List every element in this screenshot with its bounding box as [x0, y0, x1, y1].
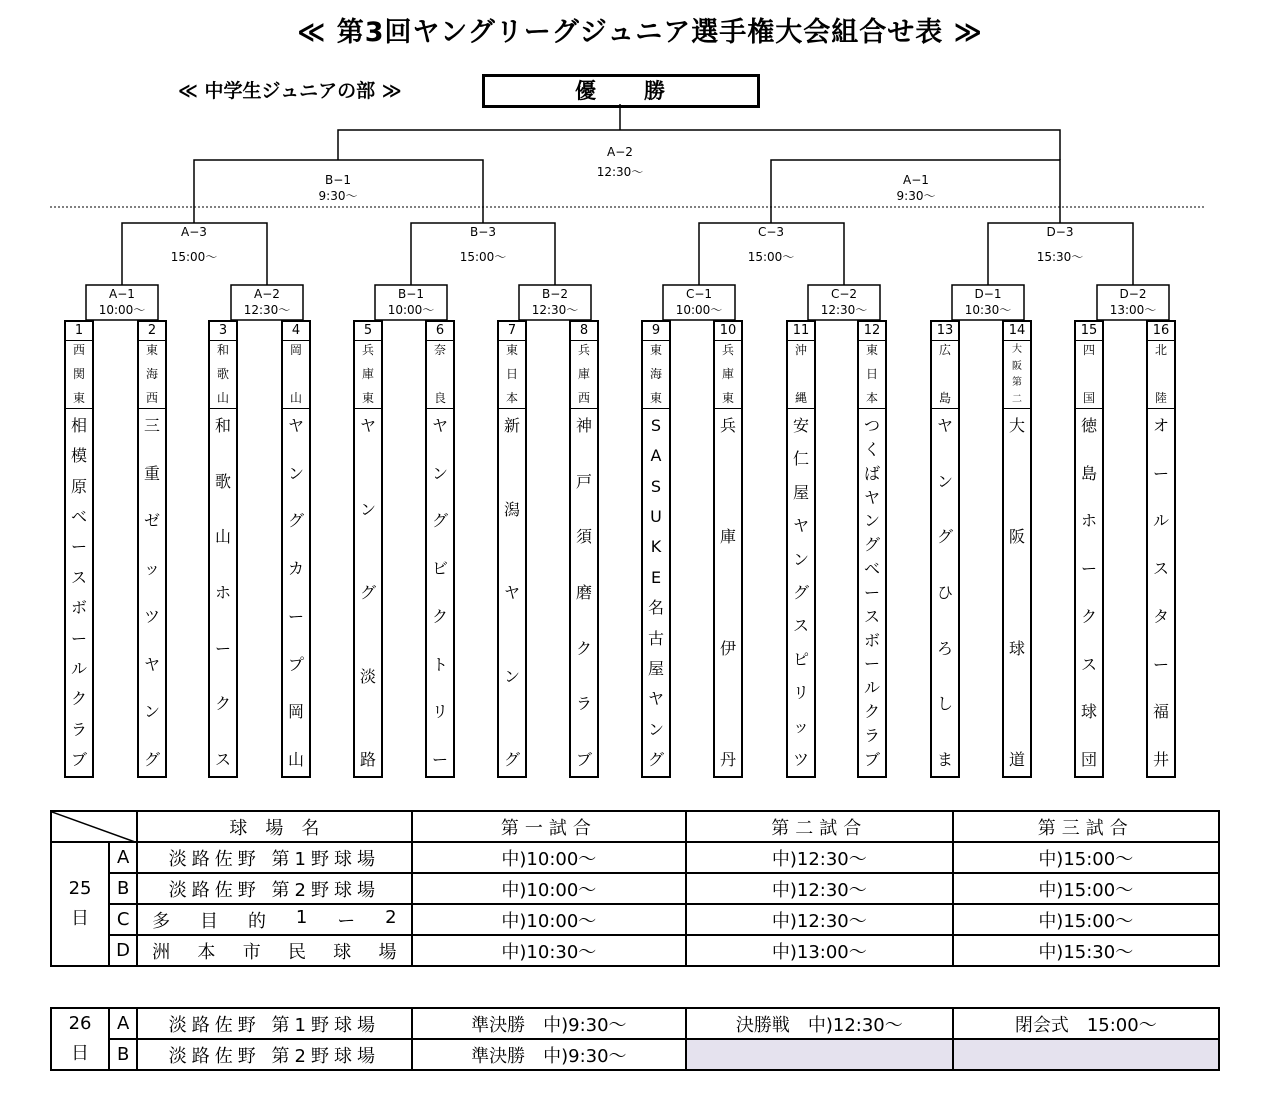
corner-cell — [51, 811, 137, 842]
team-region: 和 歌 山 — [210, 341, 236, 409]
schedule-row — [51, 1039, 1219, 1070]
team-5 — [353, 320, 383, 778]
team-4 — [281, 320, 311, 778]
r1-2-time: 12:30〜 — [243, 303, 291, 317]
team-3 — [208, 320, 238, 778]
game1-time: 中)10:00〜 — [412, 904, 686, 935]
q2-code: B−3 — [470, 225, 496, 239]
team-region: 東 日 本 — [499, 341, 525, 409]
r1-4-time: 12:30〜 — [531, 303, 579, 317]
team-region: 兵 庫 東 — [355, 341, 381, 409]
team-15 — [1074, 320, 1104, 778]
r1-6-code: C−2 — [830, 287, 858, 301]
game2-time — [686, 1039, 952, 1070]
team-number: 7 — [499, 322, 525, 341]
q2-time: 15:00〜 — [459, 250, 507, 264]
r1-5-time: 10:00〜 — [675, 303, 723, 317]
team-number: 4 — [283, 322, 309, 341]
venue-name: 洲 本 市 民 球 場 — [137, 935, 411, 966]
r1-7-code: D−1 — [974, 287, 1002, 301]
schedule-row — [51, 1008, 1219, 1039]
team-9 — [641, 320, 671, 778]
final-time: 12:30〜 — [596, 165, 644, 179]
team-16 — [1146, 320, 1176, 778]
team-6 — [425, 320, 455, 778]
game1-time: 準決勝 中)9:30〜 — [412, 1039, 686, 1070]
day-label: 26 日 — [51, 1008, 109, 1070]
semi-left-code: B−1 — [325, 173, 351, 187]
venue-code: B — [109, 1039, 137, 1070]
team-region: 西 関 東 — [66, 341, 92, 409]
team-name: 兵 庫 伊 丹 — [719, 416, 736, 769]
semi-right-code: A−1 — [903, 173, 929, 187]
team-name: ヤ ン グ ビ ク ト リ ー — [431, 416, 448, 769]
schedule-row — [51, 935, 1219, 966]
game3-time — [953, 1039, 1219, 1070]
schedule-table-day25 — [50, 810, 1220, 967]
team-8 — [569, 320, 599, 778]
team-name: ヤ ン グ カ ー プ 岡 山 — [287, 416, 304, 769]
r1-1-code: A−1 — [109, 287, 135, 301]
team-13 — [930, 320, 960, 778]
semi-left-time: 9:30〜 — [318, 189, 358, 203]
team-region: 広 島 — [932, 341, 958, 409]
q3-time: 15:00〜 — [747, 250, 795, 264]
q1-code: A−3 — [181, 225, 207, 239]
r1-1-time: 10:00〜 — [98, 303, 146, 317]
r1-3-code: B−1 — [398, 287, 424, 301]
venue-code: D — [109, 935, 137, 966]
venue-name: 淡路佐野 第1野球場 — [137, 842, 411, 873]
venue-name: 多 目 的 1 ー 2 — [137, 904, 411, 935]
team-name: 神 戸 須 磨 ク ラ ブ — [575, 416, 592, 769]
team-name: 和 歌 山 ホ ー ク ス — [214, 416, 231, 769]
team-name: オ ー ル ス タ ー 福 井 — [1152, 416, 1169, 769]
game1-time: 準決勝 中)9:30〜 — [412, 1008, 686, 1039]
venue-code: A — [109, 1008, 137, 1039]
game3-time: 閉会式 15:00〜 — [953, 1008, 1219, 1039]
game3-time: 中)15:00〜 — [953, 904, 1219, 935]
r1-6-time: 12:30〜 — [820, 303, 868, 317]
game1-time: 中)10:30〜 — [412, 935, 686, 966]
team-name: 新 潟 ヤ ン グ — [503, 416, 520, 769]
q4-time: 15:30〜 — [1036, 250, 1084, 264]
team-2 — [137, 320, 167, 778]
team-name: ヤ ン グ 淡 路 — [359, 416, 376, 769]
team-number: 8 — [571, 322, 597, 341]
r1-8-code: D−2 — [1119, 287, 1147, 301]
venue-code: C — [109, 904, 137, 935]
team-number: 13 — [932, 322, 958, 341]
team-7 — [497, 320, 527, 778]
team-name: つ く ば ヤ ン グ ベ ー ス ボ ー ル ク ラ ブ — [863, 416, 880, 769]
team-number: 1 — [66, 322, 92, 341]
venue-code: A — [109, 842, 137, 873]
header-game1: 第一試合 — [412, 811, 686, 842]
game2-time: 決勝戦 中)12:30〜 — [686, 1008, 952, 1039]
r1-4-code: B−2 — [542, 287, 568, 301]
team-number: 14 — [1004, 322, 1030, 341]
venue-name: 淡路佐野 第1野球場 — [137, 1008, 411, 1039]
team-name: 相 模 原 ベ ー ス ボ ー ル ク ラ ブ — [70, 416, 87, 769]
r1-5-code: C−1 — [685, 287, 713, 301]
champion-box: 優 勝 — [482, 74, 760, 108]
game2-time: 中)12:30〜 — [686, 873, 952, 904]
team-12 — [857, 320, 887, 778]
schedule-row — [51, 873, 1219, 904]
r1-7-time: 10:30〜 — [964, 303, 1012, 317]
game2-time: 中)12:30〜 — [686, 904, 952, 935]
day-label: 25 日 — [51, 842, 109, 966]
team-region: 東 海 西 — [139, 341, 165, 409]
schedule-row — [51, 842, 1219, 873]
q1-time: 15:00〜 — [170, 250, 218, 264]
header-venue: 球 場 名 — [137, 811, 411, 842]
team-region: 兵 庫 西 — [571, 341, 597, 409]
team-region: 沖 縄 — [788, 341, 814, 409]
team-number: 3 — [210, 322, 236, 341]
page-title: ≪ 第3回ヤングリーグジュニア選手権大会組合せ表 ≫ — [297, 17, 983, 48]
team-number: 15 — [1076, 322, 1102, 341]
venue-code: B — [109, 873, 137, 904]
header-game2: 第二試合 — [686, 811, 952, 842]
final-code: A−2 — [607, 145, 633, 159]
team-number: 6 — [427, 322, 453, 341]
q4-code: D−3 — [1046, 225, 1074, 239]
team-name: ヤ ン グ ひ ろ し ま — [936, 416, 953, 769]
r1-8-time: 13:00〜 — [1109, 303, 1157, 317]
team-region: 奈 良 — [427, 341, 453, 409]
team-region: 大 阪 第 二 — [1004, 341, 1030, 409]
game1-time: 中)10:00〜 — [412, 873, 686, 904]
team-region: 岡 山 — [283, 341, 309, 409]
venue-name: 淡路佐野 第2野球場 — [137, 873, 411, 904]
game1-time: 中)10:00〜 — [412, 842, 686, 873]
team-number: 12 — [859, 322, 885, 341]
schedule-row — [51, 904, 1219, 935]
team-number: 16 — [1148, 322, 1174, 341]
team-number: 5 — [355, 322, 381, 341]
team-region: 兵 庫 東 — [715, 341, 741, 409]
team-name: 大 阪 球 道 — [1008, 416, 1025, 769]
team-region: 四 国 — [1076, 341, 1102, 409]
header-game3: 第三試合 — [953, 811, 1219, 842]
team-name: S A S U K E 名 古 屋 ヤ ン グ — [647, 416, 664, 769]
game2-time: 中)12:30〜 — [686, 842, 952, 873]
team-region: 北 陸 — [1148, 341, 1174, 409]
division-label: ≪ 中学生ジュニアの部 ≫ — [178, 80, 402, 102]
team-number: 9 — [643, 322, 669, 341]
team-number: 11 — [788, 322, 814, 341]
team-name: 三 重 ゼ ッ ツ ヤ ン グ — [143, 416, 160, 769]
team-number: 2 — [139, 322, 165, 341]
venue-name: 淡路佐野 第2野球場 — [137, 1039, 411, 1070]
team-11 — [786, 320, 816, 778]
game3-time: 中)15:00〜 — [953, 842, 1219, 873]
schedule-table-day26 — [50, 1007, 1220, 1071]
semi-right-time: 9:30〜 — [896, 189, 936, 203]
game3-time: 中)15:30〜 — [953, 935, 1219, 966]
game2-time: 中)13:00〜 — [686, 935, 952, 966]
team-10 — [713, 320, 743, 778]
team-1 — [64, 320, 94, 778]
game3-time: 中)15:00〜 — [953, 873, 1219, 904]
r1-2-code: A−2 — [254, 287, 280, 301]
team-number: 10 — [715, 322, 741, 341]
team-region: 東 海 東 — [643, 341, 669, 409]
team-name: 安 仁 屋 ヤ ン グ ス ピ リ ッ ツ — [792, 416, 809, 769]
team-name: 徳 島 ホ ー ク ス 球 団 — [1080, 416, 1097, 769]
team-region: 東 日 本 — [859, 341, 885, 409]
r1-3-time: 10:00〜 — [387, 303, 435, 317]
team-14 — [1002, 320, 1032, 778]
q3-code: C−3 — [757, 225, 785, 239]
